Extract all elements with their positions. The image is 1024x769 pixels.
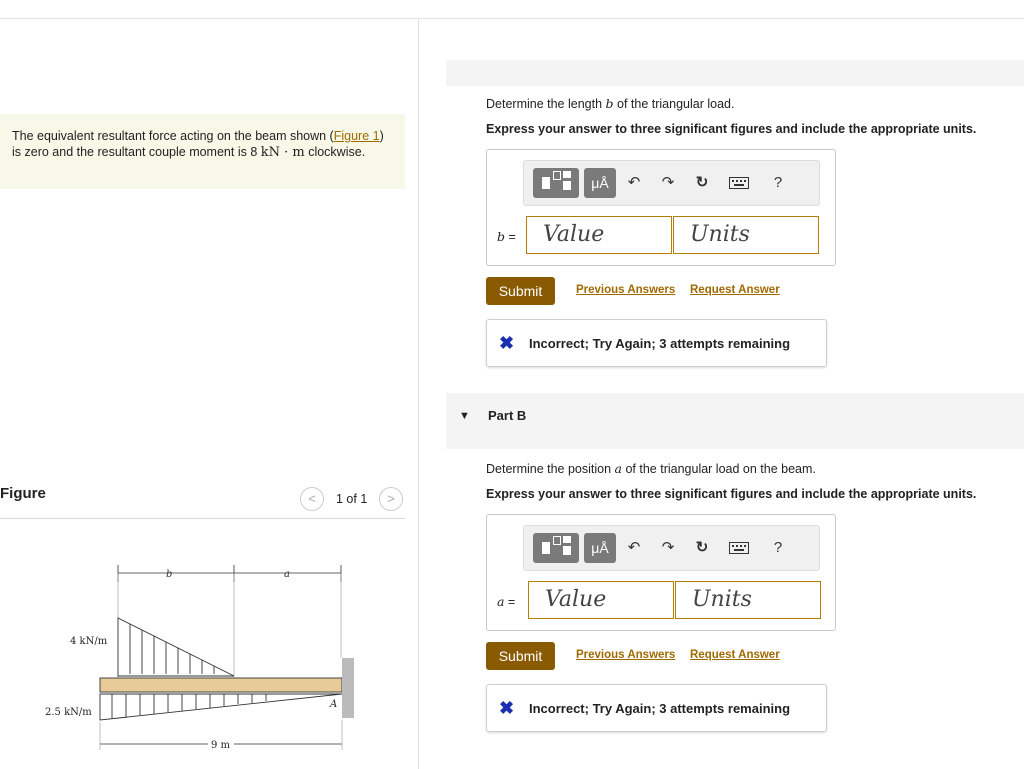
reset-icon[interactable]: ↻ xyxy=(695,174,709,191)
top-divider xyxy=(0,18,1024,19)
part-b-value-input[interactable]: Value xyxy=(528,581,674,619)
part-b-header[interactable] xyxy=(446,393,1024,449)
redo-icon[interactable]: ↷ xyxy=(661,174,675,191)
part-a-variable-label: b = xyxy=(497,229,516,244)
units-button[interactable]: μÅ xyxy=(584,533,616,563)
incorrect-icon: ✖ xyxy=(499,333,515,353)
label-load-top: 4 kN/m xyxy=(70,636,108,647)
keyboard-icon xyxy=(729,177,749,189)
label-support: A xyxy=(330,699,338,710)
part-b-previous-answers-link[interactable]: Previous Answers xyxy=(576,649,676,661)
part-a-instruction: Express your answer to three significant figures and include the appropriate units. xyxy=(486,122,977,136)
part-a-toolbar xyxy=(523,160,820,206)
figure-title: Figure xyxy=(0,485,46,502)
part-a-answer-box xyxy=(486,149,836,266)
part-b-request-answer-link[interactable]: Request Answer xyxy=(690,649,780,661)
part-b-answer-box xyxy=(486,514,836,631)
incorrect-icon: ✖ xyxy=(499,698,515,718)
fixed-support xyxy=(342,658,354,718)
beam xyxy=(100,678,342,692)
part-b-toolbar xyxy=(523,525,820,571)
undo-icon[interactable]: ↶ xyxy=(627,539,641,556)
figure-counter: 1 of 1 xyxy=(336,492,368,506)
caret-down-icon: ▼ xyxy=(459,410,470,422)
panel-divider xyxy=(418,18,419,769)
figure-separator xyxy=(0,518,405,519)
keyboard-button[interactable] xyxy=(726,168,752,198)
redo-icon[interactable]: ↷ xyxy=(661,539,675,556)
label-load-bottom: 2.5 kN/m xyxy=(45,707,92,718)
problem-text: The equivalent resultant force acting on the beam shown (Figure 1) is zero and the resultant couple moment is 8 kN · m clockwise. xyxy=(12,129,384,160)
distributed-load xyxy=(100,694,342,720)
part-b-title: Part B xyxy=(488,408,527,423)
part-a-header xyxy=(446,60,1024,86)
part-b-question: Determine the position a of the triangular load on the beam. xyxy=(486,461,816,476)
template-icon xyxy=(538,168,574,192)
figure-link[interactable]: Figure 1 xyxy=(333,129,380,143)
chevron-left-icon: < xyxy=(308,491,316,506)
part-b-instruction: Express your answer to three significant figures and include the appropriate units. xyxy=(486,487,977,501)
help-button[interactable]: ? xyxy=(773,539,783,556)
part-b-feedback: ✖ Incorrect; Try Again; 3 attempts remaining xyxy=(486,684,827,732)
part-b-variable-label: a = xyxy=(497,594,516,609)
figure-next-button[interactable] xyxy=(379,487,403,511)
reset-icon[interactable]: ↻ xyxy=(695,539,709,556)
label-a: a xyxy=(284,569,290,580)
part-a-submit-button[interactable]: Submit xyxy=(486,277,555,305)
part-b-units-input[interactable]: Units xyxy=(675,581,821,619)
chevron-right-icon: > xyxy=(387,491,395,506)
part-a-request-answer-link[interactable]: Request Answer xyxy=(690,284,780,296)
triangular-load xyxy=(118,618,234,676)
part-a-previous-answers-link[interactable]: Previous Answers xyxy=(576,284,676,296)
part-a-value-input[interactable]: Value xyxy=(526,216,672,254)
part-a-units-input[interactable]: Units xyxy=(673,216,819,254)
part-a-question: Determine the length b of the triangular load. xyxy=(486,96,735,111)
label-b: b xyxy=(166,569,173,580)
units-button[interactable]: μÅ xyxy=(584,168,616,198)
help-button[interactable]: ? xyxy=(773,174,783,191)
part-b-submit-button[interactable]: Submit xyxy=(486,642,555,670)
figure-prev-button[interactable] xyxy=(300,487,324,511)
part-a-feedback: ✖ Incorrect; Try Again; 3 attempts remaining xyxy=(486,319,827,367)
unit-text: kN · m xyxy=(260,145,305,160)
template-icon xyxy=(538,533,574,557)
keyboard-button[interactable] xyxy=(726,533,752,563)
template-button[interactable] xyxy=(533,168,579,198)
beam-diagram xyxy=(36,560,366,760)
label-span: 9 m xyxy=(211,740,231,751)
template-button[interactable] xyxy=(533,533,579,563)
undo-icon[interactable]: ↶ xyxy=(627,174,641,191)
problem-statement xyxy=(0,114,405,189)
keyboard-icon xyxy=(729,542,749,554)
